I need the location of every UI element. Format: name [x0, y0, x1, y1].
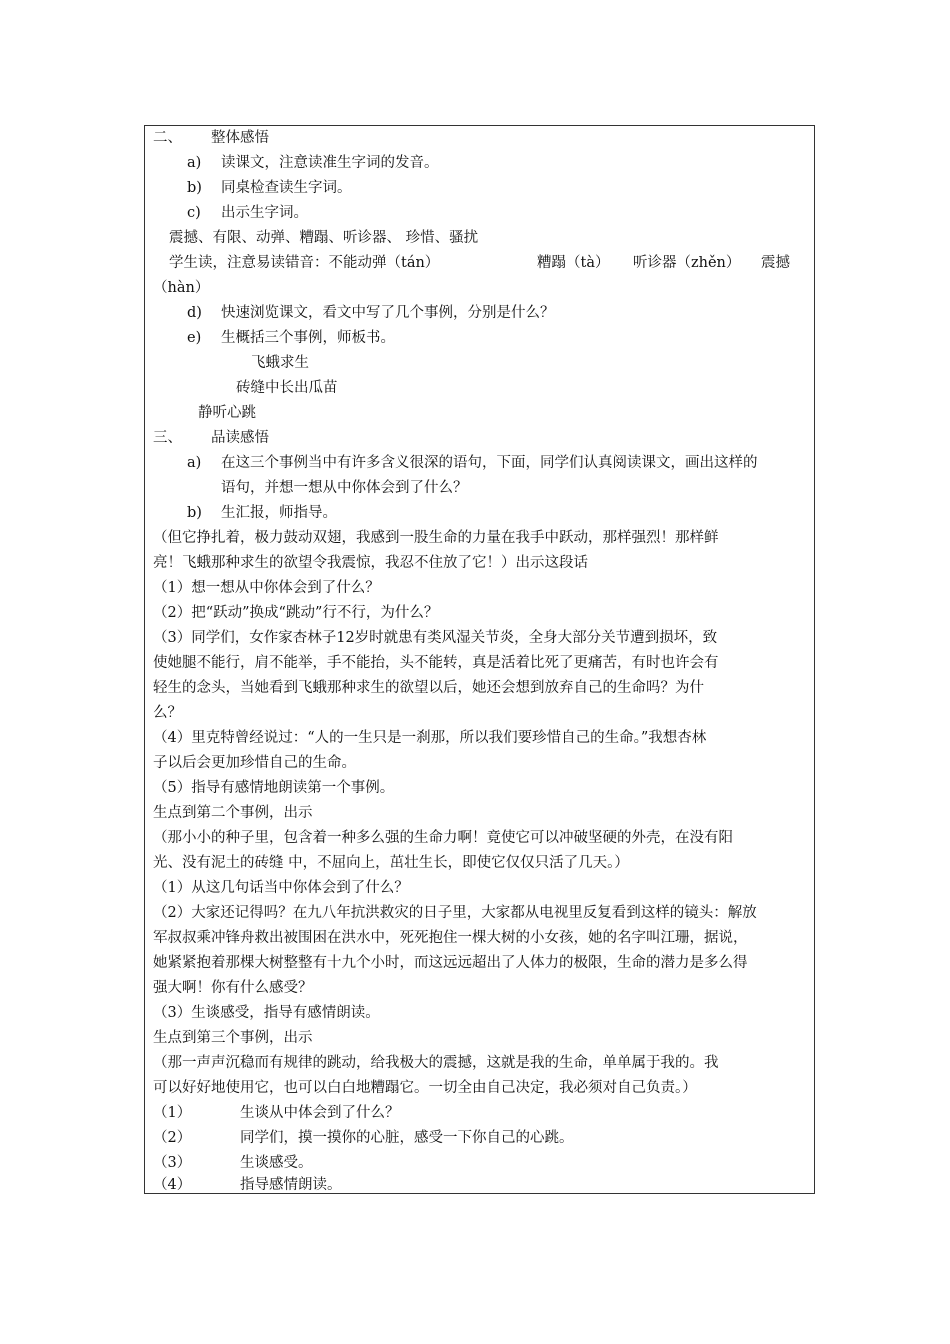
list-marker: （3） — [153, 1155, 192, 1171]
list-item: 生谈感受。 — [240, 1155, 313, 1171]
pronunciation-note: 糟蹋（tà） — [537, 255, 610, 271]
pronunciation-note: 听诊器（zhěn） — [633, 255, 741, 271]
pronunciation-note: 学生读，注意易读错音：不能动弹（tán） — [169, 255, 440, 271]
body-line: （1）想一想从中你体会到了什么？ — [153, 580, 380, 596]
vocabulary-words: 震撼、有限、动弹、糟蹋、听诊器、 珍惜、骚扰 — [169, 230, 479, 246]
body-line: 生点到第二个事例，出示 — [153, 805, 313, 821]
body-line: （3）生谈感受，指导有感情朗读。 — [153, 1005, 380, 1021]
list-item: 同学们，摸一摸你的心脏，感受一下你自己的心跳。 — [240, 1130, 574, 1146]
list-item: 生概括三个事例，师板书。 — [221, 330, 395, 346]
list-item: 出示生字词。 — [221, 205, 308, 221]
body-line: （2）把“跃动”换成“跳动”行不行，为什么？ — [153, 605, 439, 621]
list-item: 语句，并想一想从中你体会到了什么？ — [221, 480, 468, 496]
section-title: 整体感悟 — [211, 130, 269, 146]
body-line: 军叔叔乘冲锋舟救出被围困在洪水中，死死抱住一棵大树的小女孩，她的名字叫江珊，据说， — [153, 930, 748, 946]
list-item: 生汇报，师指导。 — [221, 505, 337, 521]
body-line: （5）指导有感情地朗读第一个事例。 — [153, 780, 395, 796]
list-marker: b) — [187, 505, 202, 521]
section-number: 三、 — [153, 430, 182, 446]
pronunciation-note: （hàn） — [153, 280, 210, 296]
body-line: （2）大家还记得吗？在九八年抗洪救灾的日子里，大家都从电视里反复看到这样的镜头：解放 — [153, 905, 757, 921]
body-line: 生点到第三个事例，出示 — [153, 1030, 313, 1046]
body-line: （3）同学们，女作家杏林子12岁时就患有类风湿关节炎，全身大部分关节遭到损坏，致 — [153, 630, 718, 646]
body-line: 使她腿不能行，肩不能举，手不能抬，头不能转，真是活着比死了更痛苦，有时也许会有 — [153, 655, 719, 671]
body-line: 她紧紧抱着那棵大树整整有十九个小时，而这远远超出了人体力的极限，生命的潜力是多么得 — [153, 955, 748, 971]
list-marker: d) — [187, 305, 202, 321]
section-number: 二、 — [153, 130, 182, 146]
pronunciation-note: 震撼 — [761, 255, 790, 271]
board-note: 砖缝中长出瓜苗 — [236, 380, 338, 396]
list-item: 读课文，注意读准生字词的发音。 — [221, 155, 439, 171]
list-item: 在这三个事例当中有许多含义很深的语句，下面，同学们认真阅读课文，画出这样的 — [221, 455, 758, 471]
body-line: 可以好好地使用它，也可以白白地糟蹋它。一切全由自己决定，我必须对自己负责。） — [153, 1080, 697, 1096]
list-item: 快速浏览课文，看文中写了几个事例，分别是什么？ — [221, 305, 555, 321]
board-note: 静听心跳 — [198, 405, 256, 421]
body-line: （4）里克特曾经说过：“人的一生只是一刹那，所以我们要珍惜自己的生命。”我想杏林 — [153, 730, 707, 746]
list-marker: e) — [187, 330, 202, 346]
body-line: 亮！飞蛾那种求生的欲望令我震惊，我忍不住放了它！）出示这段话 — [153, 555, 588, 571]
list-marker: a) — [187, 455, 202, 471]
section-title: 品读感悟 — [211, 430, 269, 446]
body-line: （1）从这几句话当中你体会到了什么？ — [153, 880, 409, 896]
list-marker: （1） — [153, 1105, 192, 1121]
list-marker: （4） — [153, 1177, 192, 1193]
body-line: 强大啊！你有什么感受？ — [153, 980, 313, 996]
body-line: 光、没有泥土的砖缝 中，不屈向上，茁壮生长，即使它仅仅只活了几天。） — [153, 855, 629, 871]
body-line: （那一声声沉稳而有规律的跳动，给我极大的震撼，这就是我的生命，单单属于我的。我 — [153, 1055, 719, 1071]
list-marker: c) — [187, 205, 201, 221]
body-line: 子以后会更加珍惜自己的生命。 — [153, 755, 356, 771]
list-marker: （2） — [153, 1130, 192, 1146]
list-item: 生谈从中体会到了什么？ — [240, 1105, 400, 1121]
list-item: 指导感情朗读。 — [240, 1177, 342, 1193]
board-note: 飞蛾求生 — [251, 355, 309, 371]
body-line: （但它挣扎着，极力鼓动双翅，我感到一股生命的力量在我手中跃动，那样强烈！那样鲜 — [153, 530, 719, 546]
body-line: 轻生的念头，当她看到飞蛾那种求生的欲望以后，她还会想到放弃自己的生命吗？为什 — [153, 680, 704, 696]
list-marker: a) — [187, 155, 202, 171]
body-line: （那小小的种子里，包含着一种多么强的生命力啊！竟使它可以冲破坚硬的外壳，在没有阳 — [153, 830, 733, 846]
list-marker: b) — [187, 180, 202, 196]
list-item: 同桌检查读生字词。 — [221, 180, 352, 196]
body-line: 么？ — [153, 705, 182, 721]
